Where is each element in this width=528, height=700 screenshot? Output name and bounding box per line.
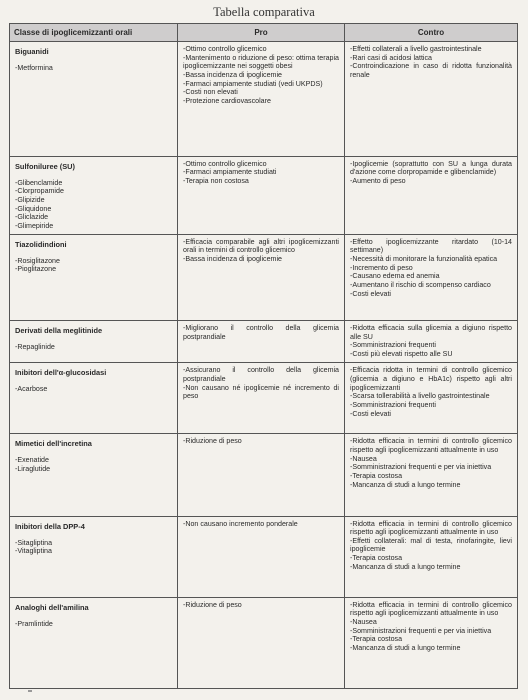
drug-item: -Vitagliptina xyxy=(15,547,52,556)
contro-item: -Somministrazioni frequenti e per via iniettiva xyxy=(350,626,492,635)
pro-cell xyxy=(178,516,345,597)
contro-item: -Ridotta efficacia sulla glicemia a digiuno rispetto alle SU xyxy=(350,323,514,341)
drug-item: -Sitagliptina xyxy=(15,538,53,547)
pro-cell xyxy=(178,597,345,688)
contro-item: -Aumentano il rischio di scompenso cardiaco xyxy=(350,280,491,289)
contro-cell xyxy=(345,42,518,157)
pro-item: -Migliorano il controllo della glicemia postprandiale xyxy=(183,323,341,341)
contro-item: -Ridotta efficacia in termini di controllo glicemico rispetto agli ipoglicemizzanti attualmente in uso xyxy=(350,437,514,455)
contro-item: -Aumento di peso xyxy=(350,176,406,185)
pro-item: -Non causano incremento ponderale xyxy=(183,519,298,528)
drug-list xyxy=(15,620,172,629)
table-row xyxy=(10,156,518,234)
class-cell xyxy=(10,320,178,363)
contro-item: -Effetti collaterali a livello gastrointestinale xyxy=(350,45,482,53)
table-row xyxy=(10,42,518,157)
contro-item: -Rari casi di acidosi lattica xyxy=(350,53,433,62)
contro-item: -Mancanza di studi a lungo termine xyxy=(350,643,461,652)
pro-cell xyxy=(178,363,345,434)
drug-list xyxy=(15,257,172,274)
contro-item: -Necessità di monitorare la funzionalità epatica xyxy=(350,254,498,263)
pro-item: -Non causano né ipoglicemie né incremento di peso xyxy=(183,383,341,401)
pro-item: -Protezione cardiovascolare xyxy=(183,96,271,105)
contro-item: -Ridotta efficacia in termini di controllo glicemico rispetto agli ipoglicemizzanti attualmente in uso xyxy=(350,600,514,618)
contro-item: -Causano edema ed anemia xyxy=(350,272,440,281)
drug-list xyxy=(15,64,172,73)
class-cell xyxy=(10,234,178,320)
class-cell xyxy=(10,363,178,434)
pro-cell xyxy=(178,156,345,234)
drug-item: -Glipizide xyxy=(15,195,45,204)
table-row xyxy=(10,234,518,320)
drug-item: -Repaglinide xyxy=(15,342,55,351)
class-name: Tiazolidindioni xyxy=(15,239,67,249)
pro-item: -Farmaci ampiamente studiati (vedi UKPDS) xyxy=(183,79,323,88)
contro-item: -Scarsa tollerabilità a livello gastrointestinale xyxy=(350,392,490,401)
pro-cell xyxy=(178,234,345,320)
contro-cell xyxy=(345,320,518,363)
class-name: Derivati della meglitinide xyxy=(15,325,103,335)
comparison-table xyxy=(9,23,518,689)
drug-item: -Glibenclamide xyxy=(15,178,63,187)
drug-list xyxy=(15,539,172,556)
contro-item: -Controindicazione in caso di ridotta funzionalità renale xyxy=(350,62,514,79)
contro-item: -Effetto ipoglicemizzante ritardato (10-14 settimane) xyxy=(350,237,514,255)
drug-item: -Pioglitazone xyxy=(15,265,57,274)
class-name: Biguanidi xyxy=(15,47,49,56)
pro-item: -Ottimo controllo glicemico xyxy=(183,159,267,168)
pro-item: -Riduzione di peso xyxy=(183,437,242,446)
pro-cell xyxy=(178,320,345,363)
table-row xyxy=(10,320,518,363)
drug-item: -Clorpropamide xyxy=(15,187,64,196)
contro-item: -Ipoglicemie (soprattutto con SU a lunga durata d'azione come clorpropamide e glibenclamide) xyxy=(350,159,514,177)
class-name: Sulfoniluree (SU) xyxy=(15,161,75,171)
contro-item: -Costi elevati xyxy=(350,289,392,298)
contro-cell xyxy=(345,597,518,688)
drug-item: -Acarbose xyxy=(15,385,48,394)
drug-item: -Exenatide xyxy=(15,456,49,465)
page-title: Tabella comparativa xyxy=(213,5,315,19)
pro-item: -Riduzione di peso xyxy=(183,600,242,609)
table-row xyxy=(10,597,518,688)
drug-list xyxy=(15,179,172,231)
pro-item: -Bassa incidenza di ipoglicemie xyxy=(183,70,282,79)
contro-item: -Incremento di peso xyxy=(350,263,413,272)
class-name: Inibitori dell'α-glucosidasi xyxy=(15,368,107,378)
class-cell xyxy=(10,597,178,688)
header-class: Classe di ipoglicemizzanti orali xyxy=(10,24,178,42)
drug-item: -Pramlintide xyxy=(15,619,53,628)
contro-item: -Somministrazioni frequenti xyxy=(350,401,436,409)
contro-item: -Mancanza di studi a lungo termine xyxy=(350,562,461,571)
contro-item: -Terapia costosa xyxy=(350,554,403,563)
pro-item: -Ottimo controllo glicemico xyxy=(183,45,267,53)
header-pro: Pro xyxy=(178,24,345,42)
pro-item: -Bassa incidenza di ipoglicemie xyxy=(183,254,282,263)
header-contro: Contro xyxy=(345,24,518,42)
contro-item: -Mancanza di studi a lungo termine xyxy=(350,480,461,489)
contro-item: -Costi più elevati rispetto alle SU xyxy=(350,349,453,358)
contro-item: -Somministrazioni frequenti e per via iniettiva xyxy=(350,463,492,472)
contro-cell xyxy=(345,156,518,234)
page-mark xyxy=(28,690,32,692)
table-row xyxy=(10,516,518,597)
table-row xyxy=(10,363,518,434)
contro-cell xyxy=(345,234,518,320)
table-body xyxy=(10,42,518,689)
contro-item: -Terapia costosa xyxy=(350,635,403,644)
class-cell xyxy=(10,434,178,516)
contro-item: -Ridotta efficacia in termini di controllo glicemico rispetto agli ipoglicemizzanti attualmente in uso xyxy=(350,519,514,537)
pro-item: -Efficacia comparabile agli altri ipoglicemizzanti orali in termini di controllo glicemico xyxy=(183,237,341,255)
drug-item: -Glimepiride xyxy=(15,221,54,230)
drug-list xyxy=(15,385,172,394)
contro-item: -Somministrazioni frequenti xyxy=(350,341,436,350)
contro-cell xyxy=(345,516,518,597)
contro-item: -Nausea xyxy=(350,454,377,463)
drug-item: -Gliclazide xyxy=(15,213,49,222)
drug-list xyxy=(15,456,172,473)
pro-item: -Mantenimento o riduzione di peso: ottima terapia ipoglicemizzante nei soggetti obesi xyxy=(183,53,341,71)
drug-item: -Gliquidone xyxy=(15,204,52,213)
contro-cell xyxy=(345,363,518,434)
class-name: Mimetici dell'incretina xyxy=(15,439,92,449)
drug-item: -Liraglutide xyxy=(15,465,51,474)
contro-cell xyxy=(345,434,518,516)
drug-item: -Rosiglitazone xyxy=(15,256,60,265)
class-cell xyxy=(10,516,178,597)
pro-item: -Terapia non costosa xyxy=(183,176,249,185)
drug-item: -Metformina xyxy=(15,64,53,73)
class-cell xyxy=(10,42,178,157)
drug-list xyxy=(15,343,172,352)
table-row xyxy=(10,434,518,516)
pro-item: -Costi non elevati xyxy=(183,88,238,97)
class-name: Analoghi dell'amilina xyxy=(15,602,89,612)
class-name: Inibitori della DPP-4 xyxy=(15,521,85,531)
class-cell xyxy=(10,156,178,234)
contro-item: -Nausea xyxy=(350,617,377,626)
contro-item: -Costi elevati xyxy=(350,409,392,418)
pro-item: -Assicurano il controllo della glicemia postprandiale xyxy=(183,366,341,384)
contro-item: -Efficacia ridotta in termini di controllo glicemico (glicemia a digiuno e HbA1c) rispetto agli altri ipoglicemizzanti xyxy=(350,366,514,392)
table-header-row xyxy=(10,24,518,42)
pro-item: -Farmaci ampiamente studiati xyxy=(183,168,277,177)
contro-item: -Effetti collaterali: mal di testa, rinofaringite, lievi ipoglicemie xyxy=(350,536,514,554)
contro-item: -Terapia costosa xyxy=(350,471,403,480)
pro-cell xyxy=(178,434,345,516)
pro-cell xyxy=(178,42,345,157)
